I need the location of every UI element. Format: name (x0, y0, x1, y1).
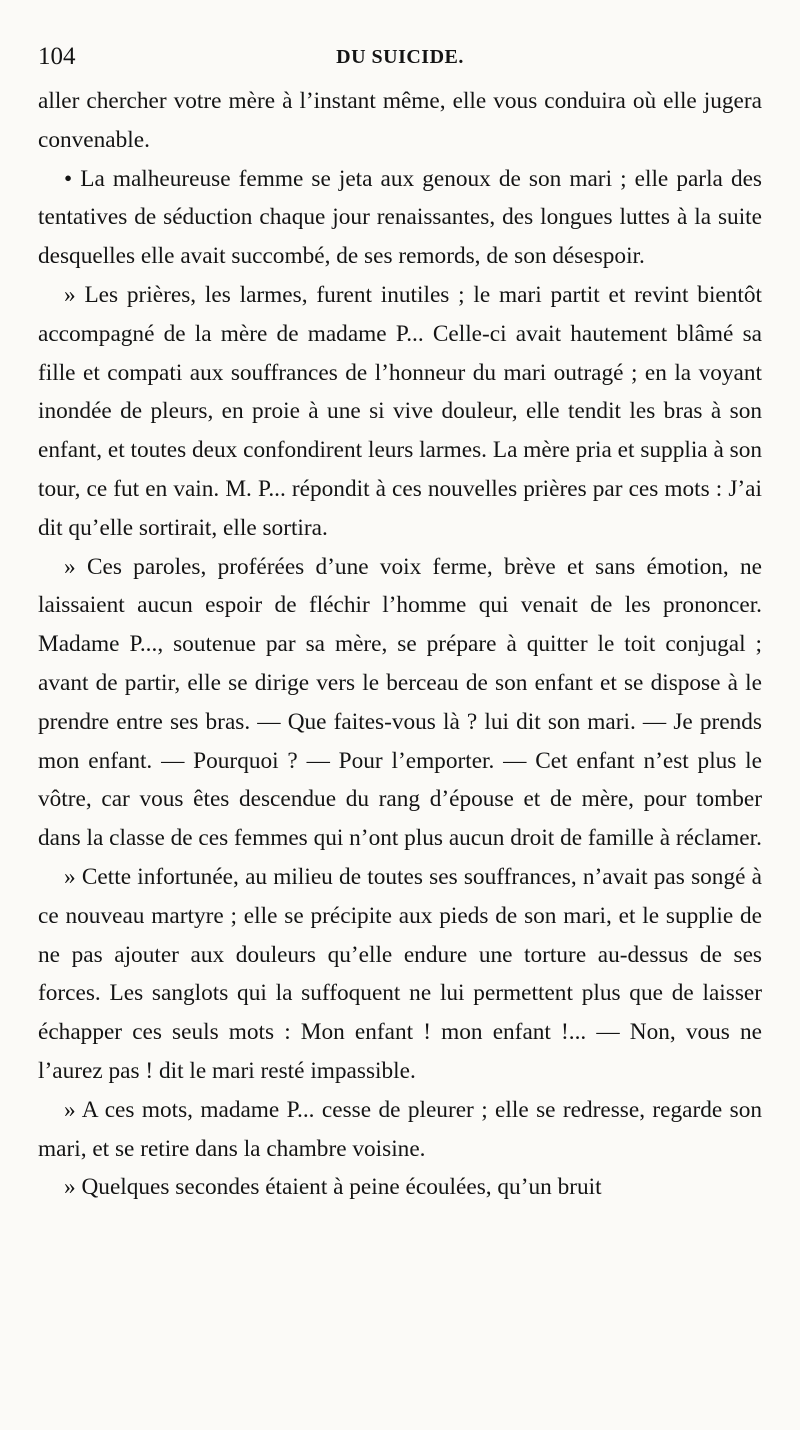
body-text (38, 82, 762, 1207)
running-title: DU SUICIDE. (336, 46, 464, 68)
page-header (38, 40, 762, 74)
paragraph-6: » A ces mots, madame P... cesse de pleurer ; elle se redresse, regarde son mari, et se retire dans la chambre voisine. (38, 1096, 762, 1162)
page-number: 104 (38, 43, 76, 70)
paragraph-2: • La malheureuse femme se jeta aux genoux de son mari ; elle parla des tentatives de séduction chaque jour renaissantes, des longues luttes à la suite desquelles elle avait succombé, de ses remords, de son désespoir. (38, 165, 762, 270)
paragraph-3: » Les prières, les larmes, furent inutiles ; le mari partit et revint bientôt accompagné de la mère de madame P... Celle-ci avait hautement blâmé sa fille et compati aux souffrances de l’honneur du mari outragé ; en la voyant inondée de pleurs, en proie à une si vive douleur, elle tendit les bras à son enfant, et toutes deux confondirent leurs larmes. La mère pria et supplia à son tour, ce fut en vain. M. P... répondit à ces nouvelles prières par ces mots : J’ai dit qu’elle sortirait, elle sortira. (38, 281, 762, 541)
paragraph-5: » Cette infortunée, au milieu de toutes ses souffrances, n’avait pas songé à ce nouveau martyre ; elle se précipite aux pieds de son mari, et le supplie de ne pas ajouter aux douleurs qu’elle endure une torture au-dessus de ses forces. Les sanglots qui la suffoquent ne lui permettent plus que de laisser échapper ces seuls mots : Mon enfant ! mon enfant !... — Non, vous ne l’aurez pas ! dit le mari resté impassible. (38, 863, 762, 1084)
paragraph-7: » Quelques secondes étaient à peine écoulées, qu’un bruit (64, 1174, 602, 1201)
paragraph-4: » Ces paroles, proférées d’une voix ferme, brève et sans émotion, ne laissaient aucun espoir de fléchir l’homme qui venait de les prononcer. Madame P..., soutenue par sa mère, se prépare à quitter le toit conjugal ; avant de partir, elle se dirige vers le berceau de son enfant et se dispose à le prendre entre ses bras. — Que faites-vous là ? lui dit son mari. — Je prends mon enfant. — Pourquoi ? — Pour l’emporter. — Cet enfant n’est plus le vôtre, car vous êtes descendue du rang d’épouse et de mère, pour tomber dans la classe de ces femmes qui n’ont plus aucun droit de famille à réclamer. (38, 553, 762, 852)
paragraph-1: aller chercher votre mère à l’instant même, elle vous conduira où elle jugera convenable. (38, 88, 762, 153)
